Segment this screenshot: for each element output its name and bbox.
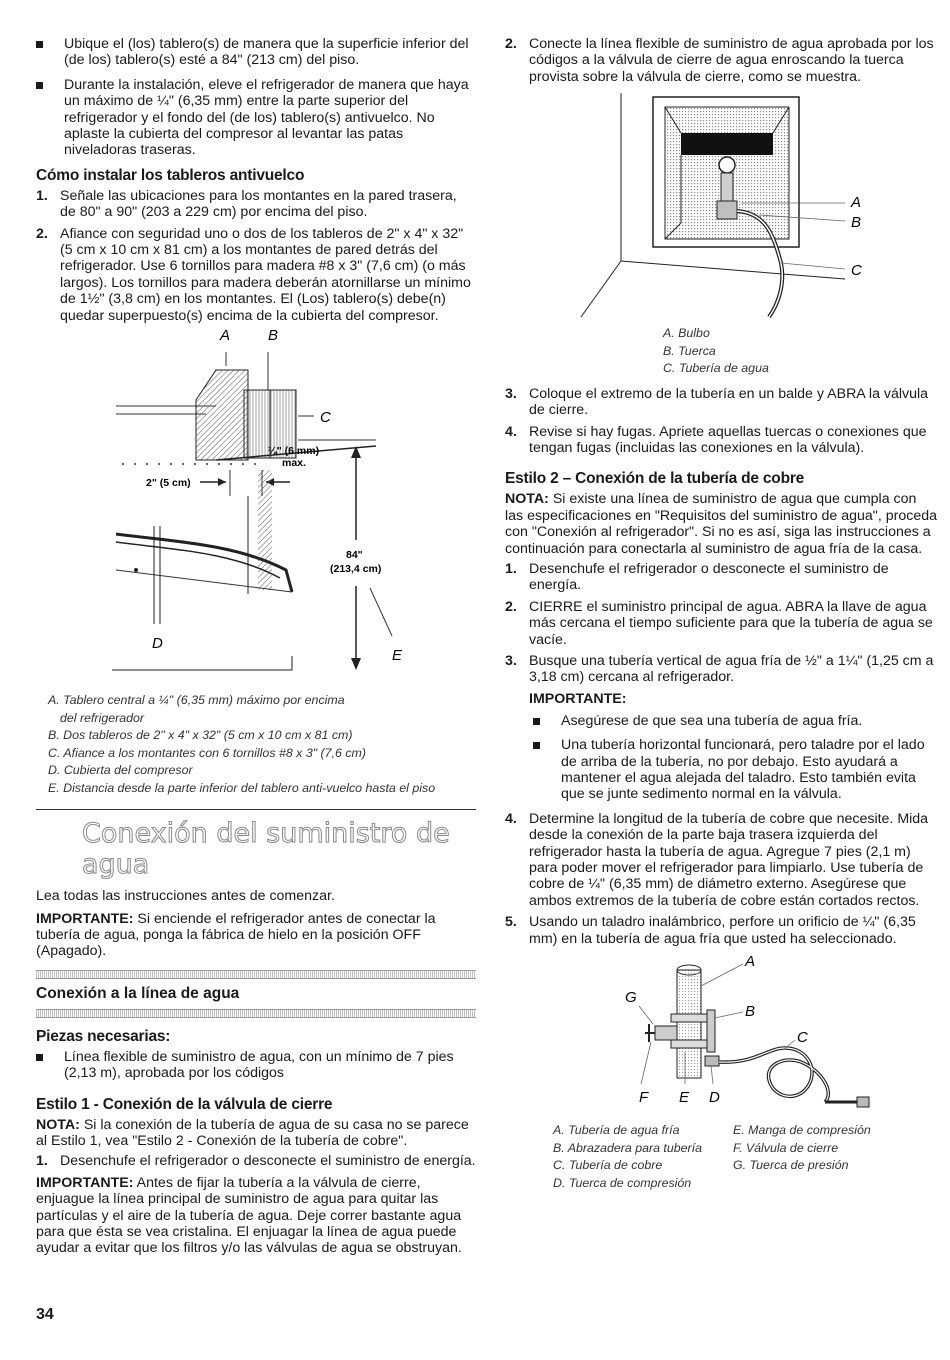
bullet-item: Durante la instalación, eleve el refrigerador de manera que haya un máximo de ¼" (6,35 mm) entre la parte superior del refrigerador y el fondo del (de los) tablero(s) antivuelco. No aplaste la cubierta del compresor al levantar las patas niveladoras traseras. bbox=[36, 77, 476, 159]
compression-nut bbox=[705, 1056, 719, 1066]
valve-body bbox=[721, 173, 733, 203]
section-title: Conexión del suministro de agua bbox=[82, 818, 450, 881]
caption-line: B. Tuerca bbox=[663, 343, 716, 358]
cold-water-pipe bbox=[677, 970, 701, 1078]
step-text: Conecte la línea flexible de suministro de agua aprobada por los códigos a la válvula de cierre de agua enroscando la tuerca provista sobre la válvula de cierre, como se muestra. bbox=[529, 36, 934, 85]
step-number: 2. bbox=[36, 225, 48, 242]
step-item bbox=[505, 424, 937, 457]
label-e: E bbox=[392, 647, 403, 665]
label-b: B bbox=[851, 214, 862, 232]
label-b: B bbox=[268, 330, 279, 345]
bullet-item: Línea flexible de suministro de agua, con un mínimo de 7 pies (2,13 m), aprobada por los códigos bbox=[36, 1049, 476, 1082]
step-number: 4. bbox=[505, 423, 517, 440]
important-label: IMPORTANTE: bbox=[36, 910, 134, 927]
tip-heading: Cómo instalar los tableros antivuelco bbox=[36, 166, 305, 184]
center-board bbox=[196, 370, 248, 460]
step-text: Desenchufe el refrigerador o desconecte el suministro de energía. bbox=[529, 560, 889, 594]
label-a: A bbox=[220, 330, 231, 345]
dim-gap-max: max. bbox=[282, 457, 306, 470]
pipe-clamp bbox=[671, 1014, 707, 1022]
label-d: D bbox=[709, 1089, 720, 1107]
dim-height: 84" bbox=[346, 549, 363, 562]
page-number: 34 bbox=[36, 1306, 54, 1323]
important-text: Antes de fijar la tubería a la válvula de cierre, enjuague la línea principal de suministro de agua para quitar las partículas y el aire de la tubería de agua. Deje correr bastante agua para que ésta se vea cristalina. El enjuagar la línea de agua puede ayudar a evitar que los filtros y/o las válvulas de agua se obstruyan. bbox=[36, 1174, 462, 1257]
caption-line: G. Tuerca de presión bbox=[733, 1158, 849, 1173]
label-c: C bbox=[851, 262, 862, 280]
caption-line: C. Afiance a los montantes con 6 tornillos #8 x 3" (7,6 cm) bbox=[48, 745, 366, 760]
label-f: F bbox=[639, 1089, 649, 1107]
floor-line bbox=[581, 261, 621, 317]
step-number: 1. bbox=[36, 187, 48, 204]
clamp-bracket bbox=[707, 1010, 715, 1052]
caption-line: E. Distancia desde la parte inferior del tablero anti-vuelco hasta el piso bbox=[48, 780, 436, 795]
shutoff-valve bbox=[655, 1026, 677, 1040]
fig3-captions bbox=[553, 1122, 937, 1192]
caption-line: B. Dos tableros de 2" x 4" x 32" (5 cm x 10 cm x 81 cm) bbox=[48, 728, 353, 743]
dim-height-cm: (213,4 cm) bbox=[330, 563, 382, 576]
caption-line: C. Tubería de agua bbox=[663, 361, 769, 376]
step-number: 4. bbox=[505, 810, 517, 827]
arrow-head bbox=[351, 658, 361, 670]
step-item bbox=[36, 226, 476, 324]
step-number: 1. bbox=[36, 1153, 48, 1170]
caption-line: E. Manga de compresión bbox=[733, 1123, 871, 1138]
step-text: Señale las ubicaciones para los montantes en la pared trasera, de 80" a 90" (203 a 229 cm) por encima del piso. bbox=[60, 187, 457, 221]
leader-d bbox=[711, 1066, 713, 1084]
label-a: A bbox=[851, 194, 862, 212]
step-text: Determine la longitud de la tubería de cobre que necesite. Mida desde la conexión de la parte baja trasera izquierda del refrigerador hasta la tubería de agua. Agregue 7 pies (2,1 m) para poder mover el refrigerador para limpiarlo. Use tubería de cobre de ¼" (6,35 mm) de diámetro externo. Asegúrese que ambos extremos de la tubería de cobre están cortados rectos. bbox=[529, 810, 929, 909]
label-e: E bbox=[679, 1089, 690, 1107]
tube-fitting bbox=[857, 1097, 869, 1107]
subsection-rule bbox=[36, 1009, 476, 1018]
read-all-note: Lea todas las instrucciones antes de comenzar. bbox=[36, 888, 335, 905]
dim-gap: ¼" (6 mm) bbox=[268, 445, 320, 458]
caption-column bbox=[733, 1122, 933, 1192]
note-label: NOTA: bbox=[505, 491, 549, 508]
step-text: Busque una tubería vertical de agua fría de ½" a 1¼" (1,25 cm a 3,18 cm) cercana al refrigerador. bbox=[529, 653, 934, 686]
bullet-item: Una tubería horizontal funcionará, pero taladre por el lado de arriba de la tubería, no por debajo. Esto ayudará a mantener el agua alejada del taladro. Esto también evita que se junte sedimento normal en la válvula. bbox=[533, 737, 937, 803]
leader-e bbox=[370, 588, 392, 636]
anti-tip-board-diagram bbox=[36, 330, 476, 690]
step-text: Desenchufe el refrigerador o desconecte el suministro de energía. bbox=[60, 1153, 476, 1170]
style1-note bbox=[36, 1117, 476, 1150]
intro-bullets bbox=[36, 36, 476, 159]
pipe-clamp bbox=[671, 1040, 707, 1048]
style1-important bbox=[36, 1175, 476, 1257]
caption-column bbox=[553, 1122, 733, 1192]
leader-b bbox=[715, 1012, 743, 1018]
parts-heading: Piezas necesarias: bbox=[36, 1027, 171, 1045]
wall-bottom bbox=[621, 261, 845, 279]
caption-line: A. Tablero central a ¼" (6,35 mm) máximo por encima bbox=[48, 693, 345, 708]
saddle-valve-diagram bbox=[505, 952, 937, 1120]
step-item bbox=[36, 1153, 476, 1169]
box-shadow bbox=[681, 133, 773, 155]
valve-nut bbox=[717, 201, 737, 219]
copper-tubing bbox=[719, 1048, 828, 1102]
label-b: B bbox=[745, 1003, 756, 1021]
step-item bbox=[505, 599, 937, 648]
right-column bbox=[505, 36, 937, 1192]
subsection-rule bbox=[36, 970, 476, 979]
valve-handle bbox=[719, 157, 735, 173]
style2-heading: Estilo 2 – Conexión de la tubería de cobre bbox=[505, 470, 805, 488]
important-heading: IMPORTANTE: bbox=[529, 690, 627, 707]
tip-steps bbox=[36, 188, 476, 324]
leader-g bbox=[639, 1006, 653, 1024]
step-text: Usando un taladro inalámbrico, perfore un orificio de ¼" (6,35 mm) en la tubería de agua fría que usted ha seleccionado. bbox=[529, 914, 916, 947]
dim-board: 2" (5 cm) bbox=[146, 477, 191, 490]
step-item bbox=[505, 811, 937, 909]
caption-line: del refrigerador bbox=[60, 710, 145, 725]
leader-f bbox=[641, 1042, 651, 1084]
label-g: G bbox=[625, 989, 637, 1007]
label-a: A bbox=[745, 953, 756, 971]
important-bullets bbox=[505, 713, 937, 803]
subsection-title: Conexión a la línea de agua bbox=[36, 984, 240, 1002]
important-text: Si enciende el refrigerador antes de conectar la tubería de agua, ponga la fábrica de hielo en la posición OFF (Apagado). bbox=[36, 910, 436, 960]
step-item bbox=[505, 914, 937, 947]
wall-hatch bbox=[258, 470, 272, 590]
caption-line: A. Bulbo bbox=[663, 326, 710, 341]
step-text: CIERRE el suministro principal de agua. ABRA la llave de agua más cercana el tiempo suficiente para que la tubería de agua se vacíe. bbox=[529, 598, 933, 648]
step-item bbox=[505, 36, 937, 85]
label-c: C bbox=[320, 409, 331, 427]
step-item bbox=[505, 653, 937, 686]
left-column bbox=[36, 36, 476, 1257]
note-label: NOTA: bbox=[36, 1116, 80, 1133]
section-rule bbox=[36, 809, 476, 810]
screw-dot bbox=[134, 568, 138, 572]
note-text: Si existe una línea de suministro de agua que cumpla con las especificaciones en "Requisitos del suministro de agua", proceda con "Conexión al refrigerador". Si no es así, siga las instrucciones a continuación para conectarla al suministro de agua fría de la casa. bbox=[505, 491, 937, 557]
fig2-captions bbox=[663, 325, 937, 378]
caption-line: C. Tubería de cobre bbox=[553, 1158, 663, 1173]
caption-line: A. Tubería de agua fría bbox=[553, 1123, 680, 1138]
step-text: Afiance con seguridad uno o dos de los tableros de 2" x 4" x 32" (5 cm x 10 cm x 81 cm) a los montantes de pared detrás del refrigerador. Use 6 tornillos para madera #8 x 3" (7,6 cm) (o más largos). Los tornillos para madera deberán atornillarse un mínimo de 1½" (3,8 cm) en los montantes. El (Los) tablero(s) debe(n) quedar superpuesto(s) encima de la cubierta del compresor. bbox=[60, 225, 471, 324]
leader-a bbox=[701, 964, 743, 986]
step-text: Revise si hay fugas. Apriete aquellas tuercas o conexiones que tengan fugas (incluidas las conexiones en la válvula). bbox=[529, 423, 927, 456]
step-number: 3. bbox=[505, 385, 517, 402]
caption-line: F. Válvula de cierre bbox=[733, 1140, 839, 1155]
step-number: 5. bbox=[505, 914, 517, 931]
bullet-item: Ubique el (los) tablero(s) de manera que la superficie inferior del (de los) tablero(s) esté a 84" (213 cm) del piso. bbox=[36, 36, 476, 69]
shutoff-valve-diagram bbox=[505, 93, 937, 323]
step-text: Coloque el extremo de la tubería en un balde y ABRA la válvula de cierre. bbox=[529, 385, 929, 419]
step-number: 2. bbox=[505, 36, 517, 52]
caption-line: D. Tuerca de compresión bbox=[553, 1175, 692, 1190]
caption-line: D. Cubierta del compresor bbox=[48, 763, 193, 778]
important-label: IMPORTANTE: bbox=[36, 1174, 134, 1191]
step-number: 2. bbox=[505, 598, 517, 615]
style2-note bbox=[505, 491, 937, 557]
step-item bbox=[36, 188, 476, 221]
fig1-captions bbox=[48, 692, 476, 797]
label-c: C bbox=[797, 1029, 808, 1047]
style1-heading: Estilo 1 - Conexión de la válvula de cierre bbox=[36, 1095, 333, 1113]
label-d: D bbox=[152, 635, 163, 653]
step-item bbox=[505, 561, 937, 594]
caption-line: B. Abrazadera para tubería bbox=[553, 1140, 703, 1155]
leader-c bbox=[781, 263, 845, 269]
side-board bbox=[244, 390, 270, 458]
important-note bbox=[36, 911, 476, 960]
step-number: 3. bbox=[505, 653, 517, 669]
step-number: 1. bbox=[505, 560, 517, 577]
arrow-head bbox=[218, 478, 226, 486]
step-item bbox=[505, 386, 937, 419]
note-text: Si la conexión de la tubería de agua de su casa no se parece al Estilo 1, vea "Estilo 2 - Conexión de la tubería de cobre". bbox=[36, 1116, 469, 1149]
bullet-item: Asegúrese de que sea una tubería de agua fría. bbox=[533, 713, 937, 729]
